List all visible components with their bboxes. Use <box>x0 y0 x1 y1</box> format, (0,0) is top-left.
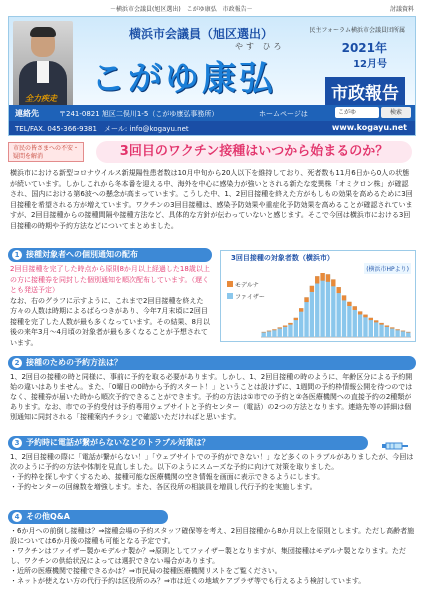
chart-bar-cap-12 <box>326 274 330 282</box>
chart-bar-24 <box>390 327 394 337</box>
legend-label-0: モデルナ <box>235 282 259 289</box>
chart-bar-2 <box>272 329 276 337</box>
section-1-header: 1 接種対象者への個別通知の配布 <box>8 248 212 262</box>
masthead <box>8 16 416 136</box>
chart-bar-cap-23 <box>385 325 389 326</box>
section-3-body <box>10 452 416 492</box>
section-2-body: 1、2回目の接種の時と同様に、事前に予約を取る必要があります。しかし、1、2回目接種の時のように、年齢区分による予約開始の違いはありません。また、「0曜日の0時から予約スタート！」ということは設けずに、1週間の予約枠情報公開を待つのではなく、接種券が届いた時から順次予約できることができます。予約の方法は①市での予約と②各医療機関への直接予約の2種類があります。なお、市での予約受付は予約専用ウェブサイトと予約センター（電話）の2つの方法となります。連絡先等の詳細は個別通知に同封される「接種案内チラシ」で確認いただければと思います。 <box>10 373 413 421</box>
search-button[interactable]: 検索 <box>381 107 411 118</box>
section-3-b2: ・予約センターの回線数を増強します。また、各区役所の相談員を増員し代行予約を実施します。 <box>10 483 317 491</box>
chart-bar-3 <box>278 327 282 337</box>
chart-bar-0 <box>262 332 266 337</box>
chart-bar-cap-4 <box>283 325 287 326</box>
section-2-header: 2 接種のための予約方法は？ <box>8 356 416 370</box>
chart-bar-cap-8 <box>304 297 308 302</box>
homepage-label: ホームページは <box>259 110 308 118</box>
chart-bar-13 <box>331 279 335 337</box>
chart-bar-4 <box>283 325 287 337</box>
legend-swatch-0 <box>227 281 233 287</box>
section-3-p1: 1、2回目接種の際に「電話が繋がらない！」「ウェブサイトでの予約ができない！」など多くのトラブルがありましたが、今回は次のように予約の方法や体制を見直しました。以下のようにスムーズな予約に向けて対策を取りました。 <box>10 453 414 471</box>
chart-bar-cap-7 <box>299 308 303 311</box>
section-1-p1: 2回目接種を完了した時点から原則8か月以上経過した18歳以上の方に接種券を同封した個別通知を順次配布しています。（遅くとも発送予定） <box>10 265 210 294</box>
chart-bar-cap-16 <box>347 302 351 306</box>
chart-bar-9 <box>310 286 314 337</box>
legend-swatch-1 <box>227 293 233 299</box>
qa-2: ・ワクチンはファイザー製かモデルナ製か？⇒原則としてファイザー製となりますが、集団接種はモデルナ製となります。ただし、ワクチンの供給状況によっては選択できない場合があります。 <box>10 547 406 565</box>
chart-bar-16 <box>347 302 351 337</box>
search-box[interactable]: こがゆ <box>335 107 379 118</box>
chart-bar-12 <box>326 274 330 337</box>
chart-bar-17 <box>353 306 357 337</box>
chart-bar-5 <box>288 323 292 337</box>
headline <box>8 140 416 164</box>
chart-bar-cap-17 <box>353 306 357 310</box>
chart-bar-11 <box>320 273 324 337</box>
chart-bar-19 <box>363 315 367 337</box>
party-affiliation: 民主フォーラム横浜市会議員団所属 <box>309 27 405 34</box>
section-4-header: 4 その他Q&A <box>8 510 168 524</box>
chart-plot <box>221 251 417 343</box>
chart-bar-20 <box>369 318 373 337</box>
chart-bar-cap-19 <box>363 315 367 318</box>
intro-paragraph: 横浜市における新型コロナウイルス新規陽性患者数は10月中旬から20人以下を維持しており、死者数も11月6日から0人の状態が続いています。しかしこれから冬本番を迎える中、海外を中心に感染力が強いとされる新たな変異株「オミクロン株」が確認され、国内における第6波への懸念が高まっています。こうした中、1、2回目接種を終えた方がもしもの効果を高めるために3回目接種を希望される方が増えています。ワクチンの3回目接種は、感染予防効果や重症化予防効果を高めることが確認されていますが、2回目接種からの接種間隔や接種方法など、具体的な方針が伝わっていないと感じます。そこで今回は横浜市における3回目接種の時期や予約方法などについてまとめました。 <box>10 169 413 230</box>
chart-bar-cap-22 <box>379 323 383 325</box>
chart-bar-10 <box>315 276 319 337</box>
chart-bar-7 <box>299 308 303 337</box>
document-type: 討議資料 <box>389 6 414 13</box>
chart-bar-cap-9 <box>310 286 314 292</box>
chart-bar-cap-6 <box>294 318 298 320</box>
chart-bar-cap-21 <box>374 320 378 322</box>
chart-title: 3回目接種の対象者数（横浜市） <box>231 254 334 262</box>
office-bar <box>9 105 415 121</box>
eligibility-chart <box>220 250 416 342</box>
chart-bar-cap-24 <box>390 327 394 328</box>
headline-tag: 市民の皆さまへの不安・疑問を解消 <box>8 142 84 162</box>
issue-month: 12月号 <box>353 59 387 70</box>
section-1-p2: なお、右のグラフに示すように、これまで2回目接種を終えた方々の人数は時期によるばらつきがあり、今年7月末頃に2回目接種を完了した人数が最も多くなっています。その結果、8月以後の来年3月～4月頃の対象者が最も多くなることが予想されています。 <box>10 296 210 347</box>
section-3-b1: ・予約枠を探しやすくするため、接種可能な医療機関の空き情報を画面に表示できるようにします。 <box>10 473 325 481</box>
slogan: 全力疾走 <box>25 94 57 103</box>
chart-bar-25 <box>395 329 399 337</box>
chart-bar-cap-27 <box>406 332 410 333</box>
website-url[interactable]: www.kogayu.net <box>331 123 407 132</box>
chart-bar-cap-1 <box>267 331 271 332</box>
chart-bar-15 <box>342 295 346 337</box>
newsletter-caption: －横浜市会議員(旭区選出) こがゆ康弘 市政報告－ <box>110 6 253 13</box>
assembly-title: 横浜市会議員（旭区選出） <box>129 27 274 41</box>
chart-bar-cap-5 <box>288 323 292 325</box>
section-1-body <box>10 264 210 348</box>
chart-bar-cap-25 <box>395 329 399 330</box>
report-label: 市政報告 <box>325 77 405 106</box>
office-address: 〒241-0821 旭区二俣川1-5（こがゆ康弘事務所） <box>59 110 219 118</box>
chart-bar-26 <box>401 331 405 337</box>
chart-bar-21 <box>374 320 378 337</box>
candidate-name: こがゆ康弘 <box>91 59 276 99</box>
chart-bar-18 <box>358 311 362 337</box>
chart-bar-cap-2 <box>272 329 276 330</box>
top-strip <box>0 0 424 14</box>
chart-bar-6 <box>294 318 298 337</box>
issue-year: 2021年 <box>341 41 387 55</box>
chart-bar-cap-15 <box>342 295 346 300</box>
qa-4: ・ネットが使えない方の代行予約は区役所のみ？⇒市は近くの地域ケアプラザ等でも行えるよう検討しています。 <box>10 577 366 585</box>
chart-bar-1 <box>267 331 271 337</box>
chart-bar-14 <box>337 287 341 337</box>
chart-bar-cap-0 <box>262 332 266 333</box>
section-3-header: 3 予約時に電話が繋がらないなどのトラブル対策は？ <box>8 436 368 450</box>
chart-bar-cap-18 <box>358 311 362 314</box>
chart-bar-cap-20 <box>369 318 373 320</box>
chart-bar-23 <box>385 325 389 337</box>
qa-1: ・6か月への前倒し接種は？⇒接種会場の予約スタッフ確保等を考え、2回目接種から8か月以上を原則とします。ただし高齢者施設については6か月後の接種も可能となる予定です。 <box>10 527 415 545</box>
tel-mail: TEL/FAX. 045-366-9381 メール: info@kogayu.net <box>15 125 189 133</box>
chart-bar-cap-26 <box>401 331 405 332</box>
chart-bar-cap-11 <box>320 273 324 281</box>
chart-bar-cap-13 <box>331 279 335 286</box>
chart-bar-27 <box>406 332 410 337</box>
section-4-body <box>10 526 416 586</box>
qa-3: ・近所の医療機関で接種できるかは？⇒市民局の接種医療機関リストをご覧ください。 <box>10 567 282 575</box>
legend-label-1: ファイザー <box>235 294 265 301</box>
name-furigana: やす ひろ <box>235 42 285 51</box>
headline-title: 3回目のワクチン接種はいつから始まるのか？ <box>96 141 412 163</box>
contact-bar <box>9 121 415 135</box>
chart-bar-cap-10 <box>315 276 319 283</box>
office-label: 連絡先 <box>15 109 39 118</box>
chart-source: (横浜市HPより) <box>364 263 411 274</box>
chart-bar-8 <box>304 297 308 337</box>
chart-bar-cap-14 <box>337 287 341 293</box>
chart-bar-cap-3 <box>278 327 282 328</box>
chart-bar-22 <box>379 323 383 337</box>
